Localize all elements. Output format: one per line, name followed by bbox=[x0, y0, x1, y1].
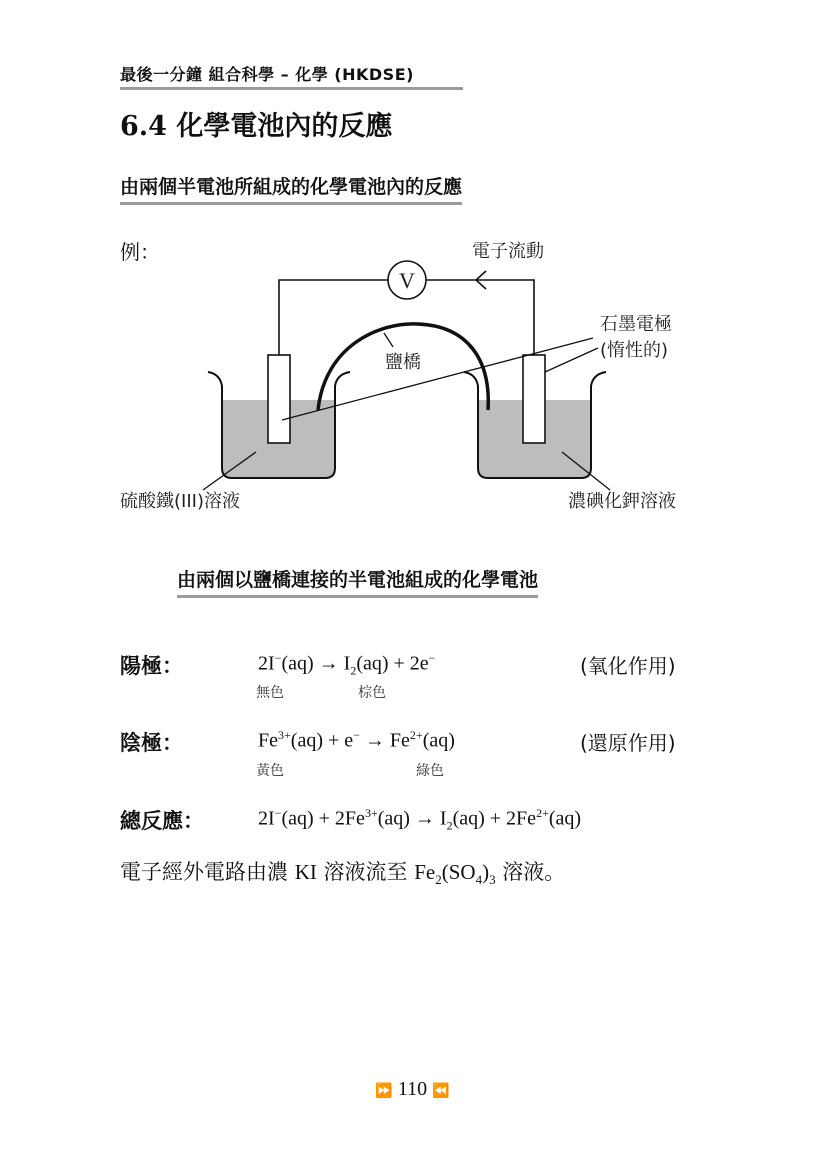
salt-bridge-label: 鹽橋 bbox=[385, 352, 421, 373]
overall-equation: $2I^-(aq) + 2Fe^{3+}(aq) \to I_2(aq) + 2Fe^{2+}(aq)$ bbox=[258, 806, 582, 833]
electron-flow-label: 電子流動 bbox=[472, 241, 544, 262]
left-wire bbox=[279, 280, 388, 355]
electrode-label-1: 石墨電極 bbox=[600, 314, 672, 335]
anode-color-left: 無色 bbox=[256, 685, 284, 701]
overall-label: 總反應： bbox=[120, 808, 204, 833]
fast-forward-icon: ⏩ bbox=[375, 1084, 393, 1099]
page-number bbox=[0, 1078, 825, 1101]
voltmeter-label: V bbox=[399, 268, 415, 293]
book-header: 最後一分鐘 組合科學 – 化學 (HKDSE) bbox=[120, 62, 463, 90]
page-number-text: 110 bbox=[397, 1078, 428, 1100]
anode-label: 陽極： bbox=[120, 653, 183, 678]
subheading-first: 由兩個半電池所組成的化學電池內的反應 bbox=[120, 172, 462, 205]
rewind-icon: ⏪ bbox=[432, 1084, 450, 1099]
anode-color-right: 棕色 bbox=[358, 685, 386, 701]
anode-equation: $2I^-(aq) \to I_2(aq) + 2e^-$ bbox=[258, 651, 436, 678]
cathode-label: 陰極： bbox=[120, 730, 183, 755]
cathode-color-right: 綠色 bbox=[416, 763, 444, 779]
anode-note: (氧化作用) bbox=[580, 654, 676, 678]
cathode-equation: $Fe^{3+}(aq) + e^- \to Fe^{2+}(aq)$ bbox=[258, 728, 455, 752]
section-number: 6.4 bbox=[120, 111, 167, 142]
electrochemical-cell-diagram bbox=[0, 0, 825, 530]
salt-bridge-pointer bbox=[384, 333, 393, 347]
left-solution-label: 硫酸鐵(III)溶液 bbox=[120, 491, 240, 512]
electrode-label-2: (惰性的) bbox=[600, 340, 669, 361]
right-electrode bbox=[523, 355, 545, 443]
example-label: 例： bbox=[120, 240, 160, 264]
electrode-pointer-right bbox=[545, 348, 598, 372]
cathode-note: (還原作用) bbox=[580, 731, 676, 755]
right-solution-label: 濃碘化鉀溶液 bbox=[568, 491, 676, 512]
left-electrode bbox=[268, 355, 290, 443]
cathode-color-left: 黃色 bbox=[256, 763, 284, 779]
summary-text: 電子經外電路由濃 KI 溶液流至 $Fe_2(SO_4)_3$ 溶液。 bbox=[120, 860, 566, 888]
section-title-text: 化學電池內的反應 bbox=[176, 111, 393, 142]
right-wire bbox=[426, 280, 534, 355]
subheading-second: 由兩個以鹽橋連接的半電池組成的化學電池 bbox=[177, 565, 538, 598]
